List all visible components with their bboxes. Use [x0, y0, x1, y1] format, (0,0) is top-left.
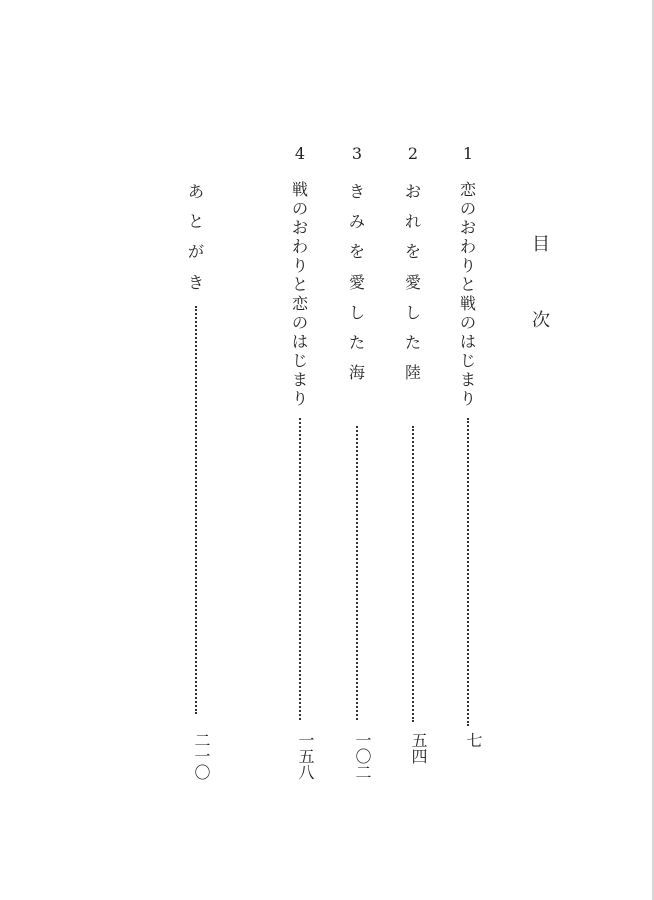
toc-entry-number: 1 — [462, 144, 474, 163]
toc-title-char: り — [459, 389, 476, 408]
toc-title-char: 海 — [348, 363, 365, 383]
toc-title-char: 陸 — [404, 363, 421, 383]
toc-title-char: り — [291, 389, 308, 408]
toc-entry-title — [455, 180, 481, 408]
toc-title-char: 戦 — [459, 294, 476, 313]
toc-heading — [528, 236, 554, 330]
toc-title-char: 愛 — [404, 272, 421, 292]
toc-entry-2[interactable] — [400, 0, 426, 900]
toc-title-char: の — [291, 199, 308, 218]
toc-title-char: し — [348, 302, 365, 322]
toc-entry-title — [344, 177, 370, 388]
toc-title-char: た — [348, 332, 365, 352]
toc-entry-page-number: 二一〇 — [192, 732, 211, 780]
toc-title-char: が — [187, 242, 204, 262]
toc-title-char: お — [459, 218, 476, 237]
toc-title-char: を — [348, 242, 365, 262]
toc-title-char: 恋 — [459, 180, 476, 199]
toc-entry-page — [344, 732, 370, 780]
toc-title-char: れ — [404, 212, 421, 232]
toc-leader-dots — [195, 306, 197, 714]
toc-entry-3[interactable] — [344, 0, 370, 900]
toc-heading-char-2: 次 — [532, 310, 550, 331]
toc-title-char: わ — [459, 237, 476, 256]
toc-title-char: わ — [291, 237, 308, 256]
toc-title-char: 戦 — [291, 180, 308, 199]
toc-title-char: き — [348, 182, 365, 201]
toc-entry-1[interactable] — [455, 0, 481, 900]
toc-title-char: と — [291, 275, 308, 294]
toc-entry-page — [400, 732, 426, 764]
toc-entry-page — [183, 732, 209, 780]
toc-title-char: は — [291, 332, 308, 351]
toc-entry-page-number: 七 — [464, 732, 483, 748]
toc-leader-dots — [412, 426, 414, 722]
toc-entry-page-number: 五四 — [409, 732, 428, 764]
toc-title-char: き — [187, 272, 204, 292]
toc-entry-afterword[interactable] — [183, 0, 209, 900]
toc-entry-title — [287, 180, 313, 408]
toc-entry-title — [400, 177, 426, 388]
toc-entry-page — [455, 732, 481, 748]
toc-entry-number: 2 — [407, 144, 419, 163]
toc-entry-page — [287, 732, 313, 780]
toc-title-char: を — [404, 242, 421, 262]
toc-title-char: 愛 — [348, 272, 365, 292]
toc-title-char: じ — [459, 351, 476, 370]
toc-title-char: の — [459, 199, 476, 218]
toc-entry-title — [183, 177, 209, 298]
toc-title-char: じ — [291, 351, 308, 370]
toc-title-char: の — [459, 313, 476, 332]
toc-title-char: と — [459, 275, 476, 294]
toc-title-char: と — [187, 212, 204, 232]
toc-heading-char-1: 目 — [532, 234, 550, 255]
toc-entry-4[interactable] — [287, 0, 313, 900]
toc-entry-page-number: 一五八 — [296, 732, 315, 780]
toc-entry-number: 3 — [351, 144, 363, 163]
toc-title-char: ま — [291, 370, 308, 389]
toc-title-char: ま — [459, 370, 476, 389]
toc-leader-dots — [467, 418, 469, 726]
toc-title-char: あ — [187, 182, 204, 201]
toc-title-char: り — [291, 256, 308, 275]
toc-title-char: し — [404, 302, 421, 322]
toc-leader-dots — [299, 418, 301, 720]
toc-title-char: お — [291, 218, 308, 237]
toc-title-char: 恋 — [291, 294, 308, 313]
toc-entry-number: 4 — [294, 144, 306, 163]
toc-title-char: み — [348, 212, 365, 232]
toc-title-char: り — [459, 256, 476, 275]
toc-title-char: の — [291, 313, 308, 332]
toc-entry-page-number: 一〇二 — [353, 732, 372, 780]
toc-leader-dots — [356, 426, 358, 720]
toc-title-char: た — [404, 332, 421, 352]
toc-title-char: は — [459, 332, 476, 351]
toc-title-char: お — [404, 182, 421, 201]
